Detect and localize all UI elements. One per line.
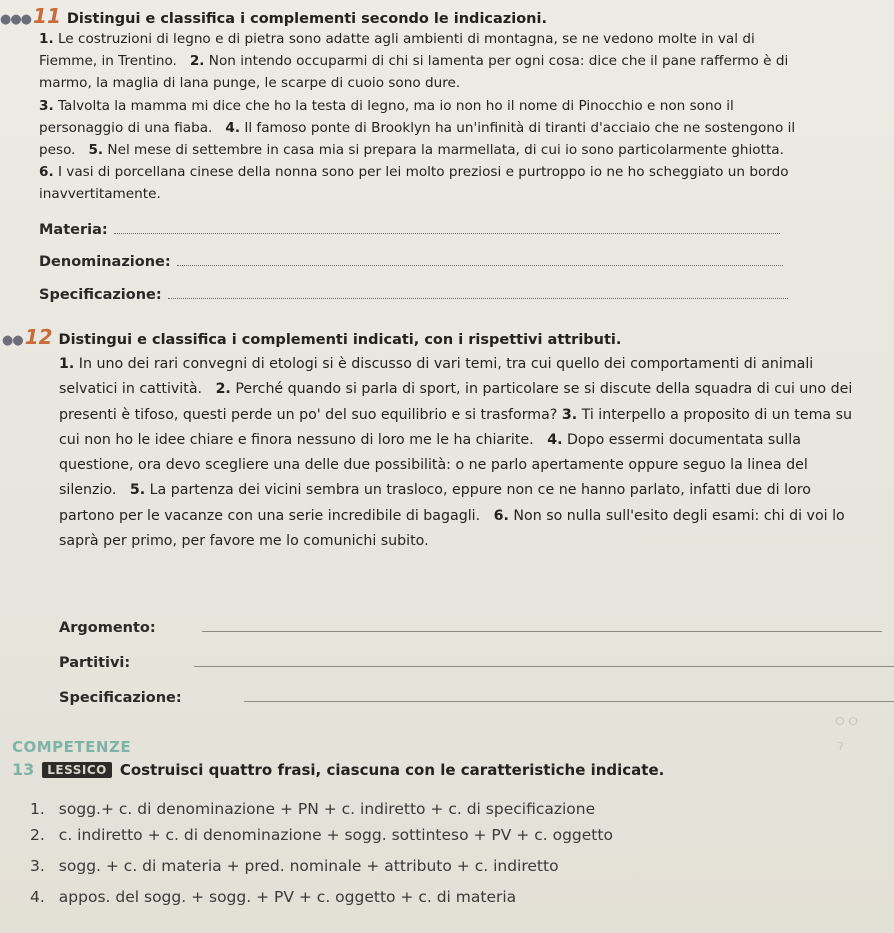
answer-line[interactable]: [244, 700, 894, 702]
answer-field-denominazione[interactable]: Denominazione:: [39, 254, 783, 270]
bleed-through-mark: ⵔ ⵔ: [835, 715, 859, 728]
answer-field-argomento[interactable]: Argomento:: [59, 620, 882, 636]
formula-item: 4. appos. del sogg. + sogg. + PV + c. oggetto + c. di materia: [30, 888, 517, 906]
exercise-number: 13: [12, 760, 35, 779]
answer-field-specificazione-12[interactable]: Specificazione:: [59, 690, 894, 706]
answer-line[interactable]: [194, 665, 894, 667]
difficulty-dots: ●●●: [0, 12, 32, 27]
answer-line[interactable]: [177, 264, 783, 266]
difficulty-dots: ●●: [2, 333, 23, 348]
bleed-through-mark: ʔ: [838, 740, 844, 753]
exercise-12-text: 1. In uno dei rari convegni di etologi si è discusso di vari temi, tra cui quello dei comportamenti di animali selvatici in cattività. 2. Perché quando si parla di sport, in particolare se si discute della squadra di cui uno dei presenti è tifoso, questi perde un po' del suo equilibrio e si trasforma? 3. Ti interpello a proposito di un tema su cui non ho le idee chiare e finora nessuno di loro me le ha chiarite. 4. Dopo essermi documentata sulla questione, ora devo scegliere una delle due possibilità: o ne parlo apertamente oppure seguo la linea del silenzio. 5. La partenza dei vicini sembra un trasloco, eppure non ce ne hanno parlato, infatti due di loro partono per le vacanze con una serie incredibile di bagagli. 6. Non so nulla sull'esito degli esami: chi di voi lo saprà per primo, per favore me lo comunichi subito.: [59, 356, 853, 550]
formula-item: 3. sogg. + c. di materia + pred. nominale + attributo + c. indiretto: [30, 857, 559, 875]
answer-field-specificazione[interactable]: Specificazione:: [39, 287, 788, 303]
answer-field-materia[interactable]: Materia:: [39, 222, 780, 238]
exercise-title: Distingui e classifica i complementi indicati, con i rispettivi attributi.: [58, 332, 622, 348]
exercise-13-heading: [12, 760, 664, 779]
formula-item: 2. c. indiretto + c. di denominazione + sogg. sottinteso + PV + c. oggetto: [30, 826, 613, 844]
exercise-title: Costruisci quattro frasi, ciascuna con le caratteristiche indicate.: [119, 760, 665, 779]
answer-line[interactable]: [114, 232, 780, 234]
answer-field-partitivi[interactable]: Partitivi:: [59, 655, 894, 671]
lessico-badge: LESSICO: [42, 762, 112, 778]
answer-line[interactable]: [168, 297, 788, 299]
formula-item: 1. sogg.+ c. di denominazione + PN + c. indiretto + c. di specificazione: [30, 800, 596, 818]
exercise-title: Distingui e classifica i complementi secondo le indicazioni.: [66, 11, 547, 27]
exercise-number: 12: [24, 325, 53, 349]
exercise-11-heading: [0, 4, 547, 28]
exercise-number: 11: [33, 4, 61, 28]
exercise-12-heading: [2, 325, 621, 349]
section-label-competenze: COMPETENZE: [12, 738, 132, 756]
exercise-11-text: 1. Le costruzioni di legno e di pietra sono adatte agli ambienti di montagna, se ne vedono molte in val di Fiemme, in Trentino. 2. Non intendo occuparmi di chi si lamenta per ogni cosa: dice che il pane raffermo è di marmo, la maglia di lana punge, le scarpe di cuoio sono dure. 3. Talvolta la mamma mi dice che ho la testa di legno, ma io non ho il nome di Pinocchio e non sono il personaggio di una fiaba. 4. Il famoso ponte di Brooklyn ha un'infinità di tiranti d'acciaio che ne sostengono il peso. 5. Nel mese di settembre in casa mia si prepara la marmellata, di cui io sono particolarmente ghiotta. 6. I vasi di porcellana cinese della nonna sono per lei molto preziosi e purtroppo io ne ho scheggiato un bordo inavvertitamente.: [39, 31, 796, 203]
answer-line[interactable]: [202, 630, 882, 632]
